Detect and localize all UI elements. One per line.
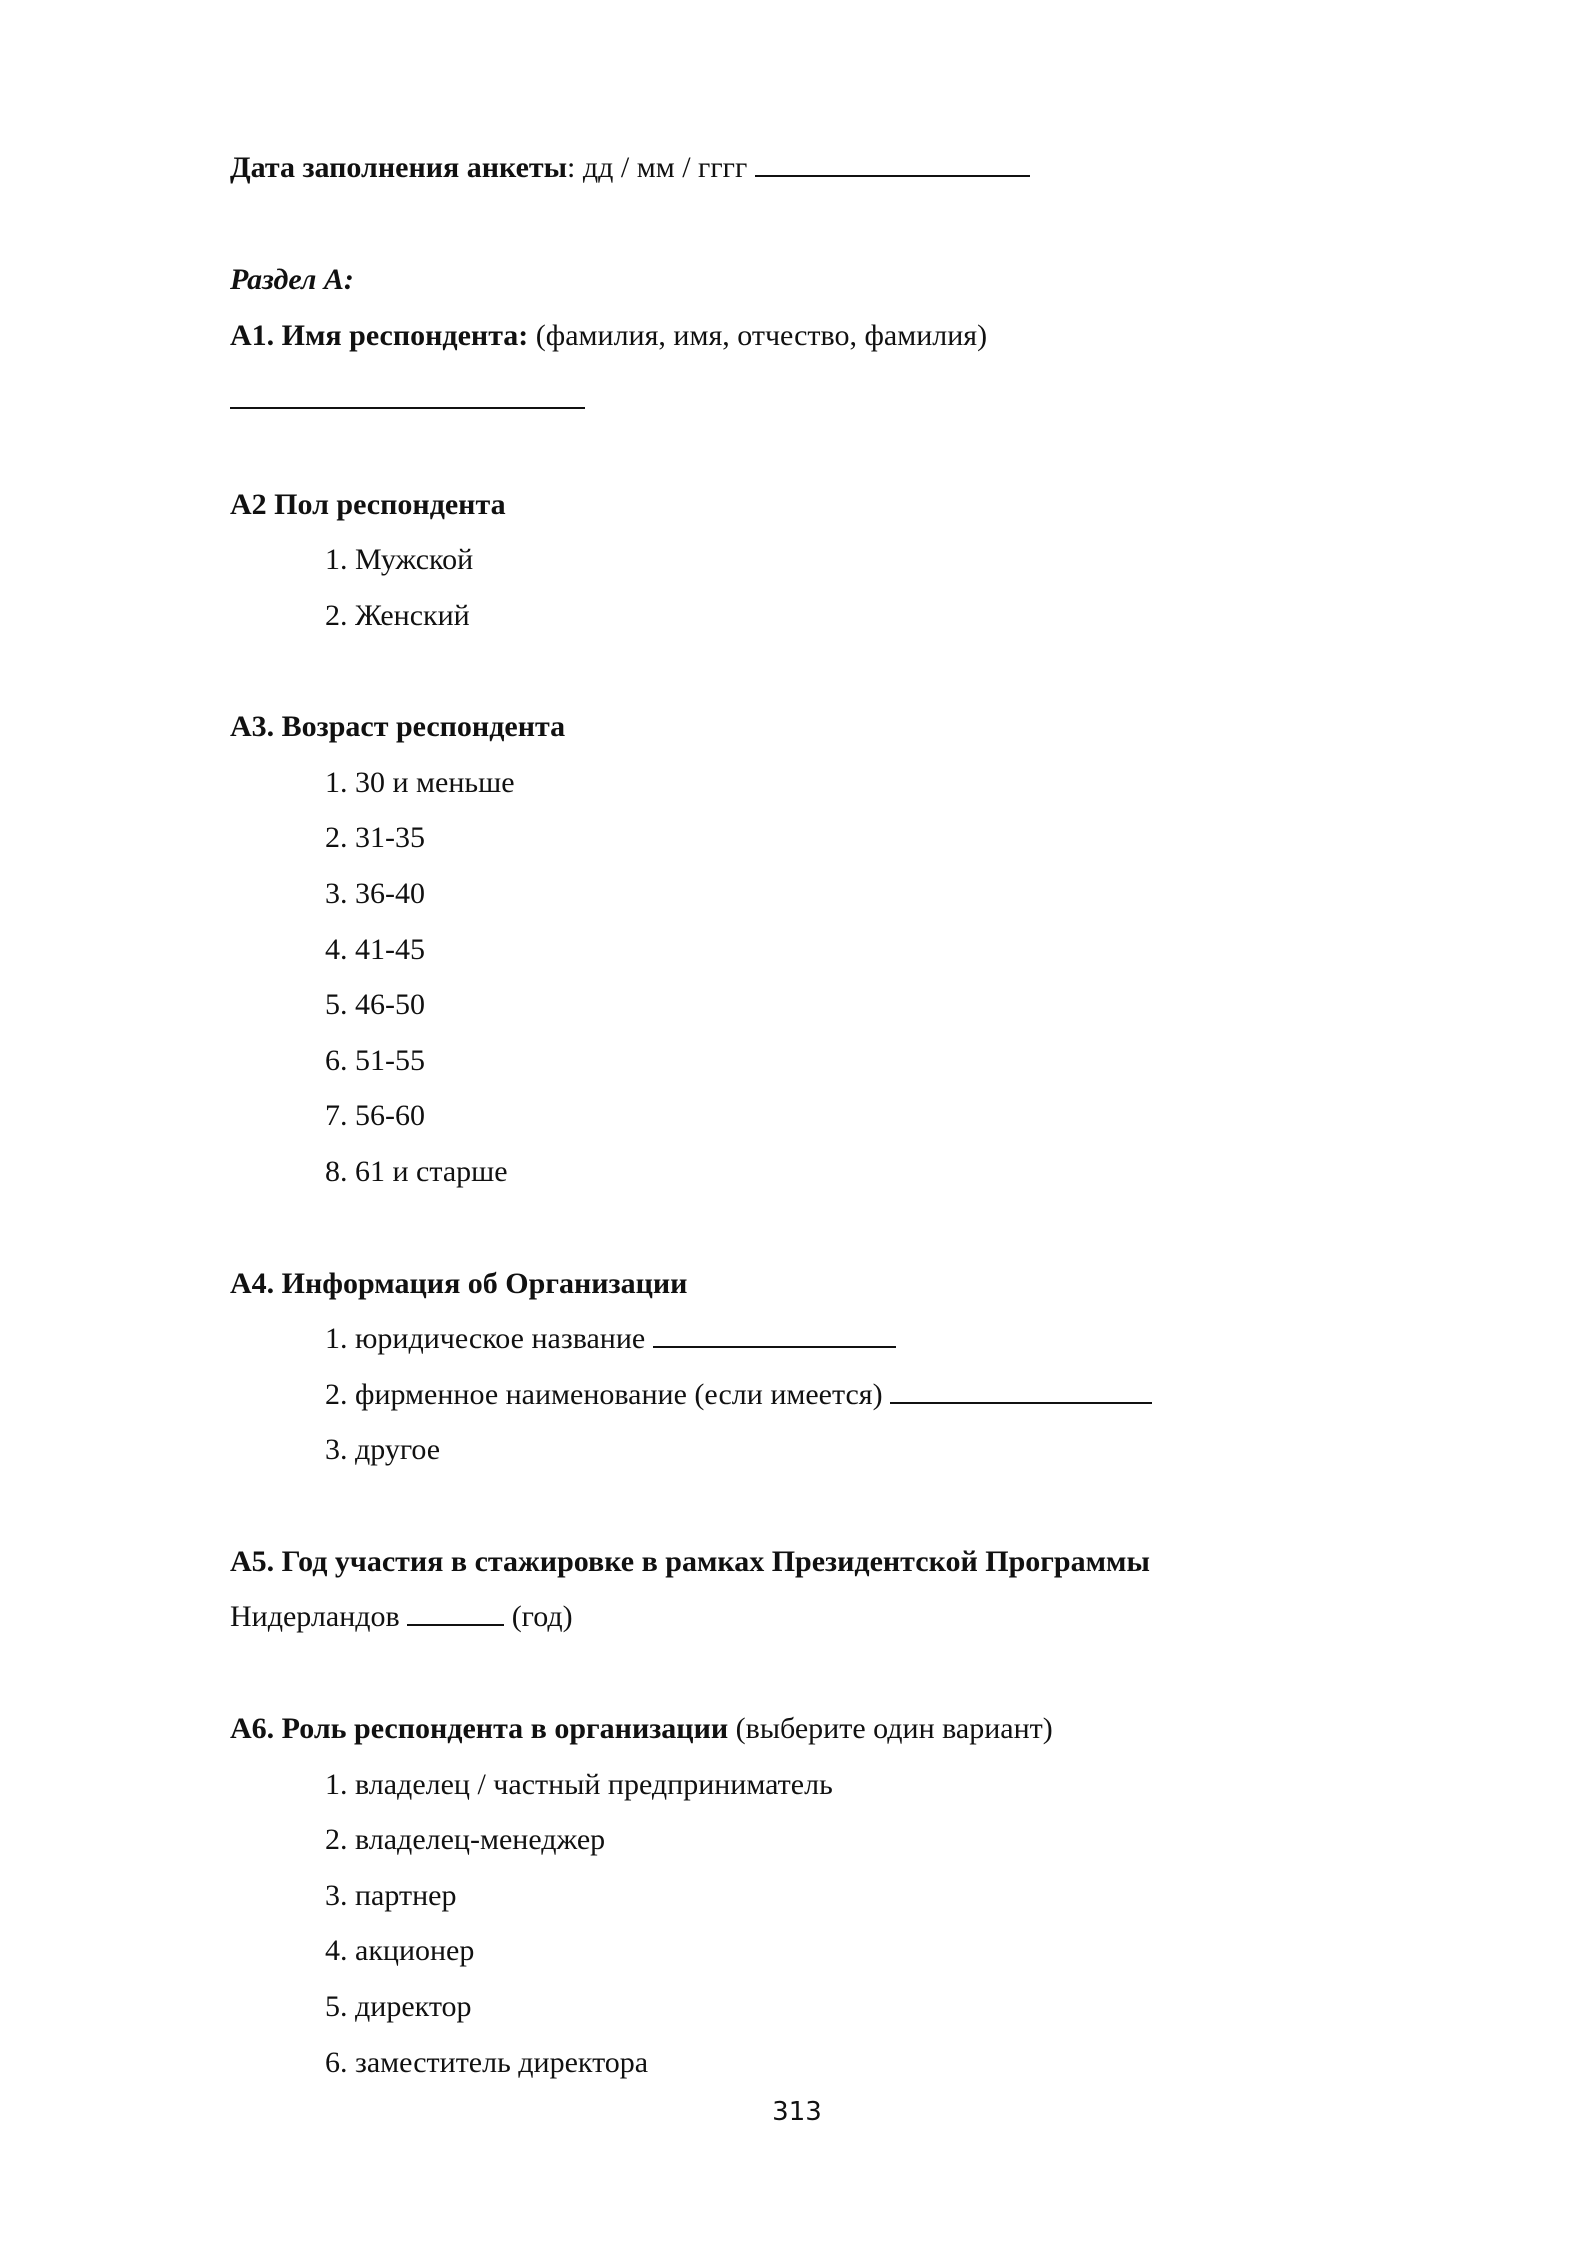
a6-option[interactable]: 5. директор	[325, 1990, 472, 2023]
date-line	[230, 148, 1030, 188]
question-a5-line2	[230, 1597, 573, 1637]
section-title: Раздел А:	[230, 263, 354, 296]
question-a1-note: (фамилия, имя, отчество, фамилия)	[528, 319, 988, 352]
a6-option[interactable]: 4. акционер	[325, 1934, 475, 1967]
year-input-blank[interactable]	[407, 1598, 504, 1626]
a3-option[interactable]: 8. 61 и старше	[325, 1155, 508, 1188]
name-input-blank[interactable]	[230, 407, 585, 409]
date-input-blank[interactable]	[755, 149, 1030, 177]
a2-option[interactable]: 2. Женский	[325, 599, 470, 632]
a3-option[interactable]: 1. 30 и меньше	[325, 766, 515, 799]
a3-option[interactable]: 4. 41-45	[325, 933, 425, 966]
a6-option[interactable]: 6. заместитель директора	[325, 2046, 649, 2079]
page-number: 313	[772, 2097, 822, 2127]
a3-option[interactable]: 5. 46-50	[325, 988, 425, 1021]
legal-name-blank[interactable]	[653, 1320, 896, 1348]
date-format: : дд / мм / гггг	[567, 151, 748, 184]
a4-option-brand-name[interactable]	[325, 1375, 1152, 1415]
question-a1-title: А1. Имя респондента:	[230, 319, 529, 352]
a3-option[interactable]: 7. 56-60	[325, 1099, 425, 1132]
a3-option[interactable]: 6. 51-55	[325, 1044, 425, 1077]
question-a2-title: А2 Пол респондента	[230, 488, 506, 521]
a4-option-label: 1. юридическое название	[325, 1322, 653, 1355]
a3-option[interactable]: 2. 31-35	[325, 821, 425, 854]
brand-name-blank[interactable]	[890, 1376, 1152, 1404]
a6-option[interactable]: 1. владелец / частный предприниматель	[325, 1768, 833, 1801]
a5-prefix: Нидерландов	[230, 1600, 408, 1633]
a4-option-other[interactable]: 3. другое	[325, 1433, 441, 1466]
a4-option-label: 2. фирменное наименование (если имеется)	[325, 1378, 891, 1411]
question-a6	[230, 1709, 1053, 1749]
question-a3-title: А3. Возраст респондента	[230, 710, 566, 743]
a2-option[interactable]: 1. Мужской	[325, 543, 474, 576]
question-a4-title: А4. Информация об Организации	[230, 1267, 688, 1300]
question-a6-title: А6. Роль респондента в организации	[230, 1712, 729, 1745]
question-a1	[230, 316, 987, 356]
a4-option-legal-name[interactable]	[325, 1319, 896, 1359]
date-label: Дата заполнения анкеты	[230, 151, 568, 184]
question-a5-title: А5. Год участия в стажировке в рамках Президентской Программы	[230, 1545, 1150, 1578]
a6-option[interactable]: 3. партнер	[325, 1879, 457, 1912]
question-a6-note: (выберите один вариант)	[728, 1712, 1053, 1745]
a5-suffix: (год)	[504, 1600, 573, 1633]
a3-option[interactable]: 3. 36-40	[325, 877, 425, 910]
a6-option[interactable]: 2. владелец-менеджер	[325, 1823, 606, 1856]
